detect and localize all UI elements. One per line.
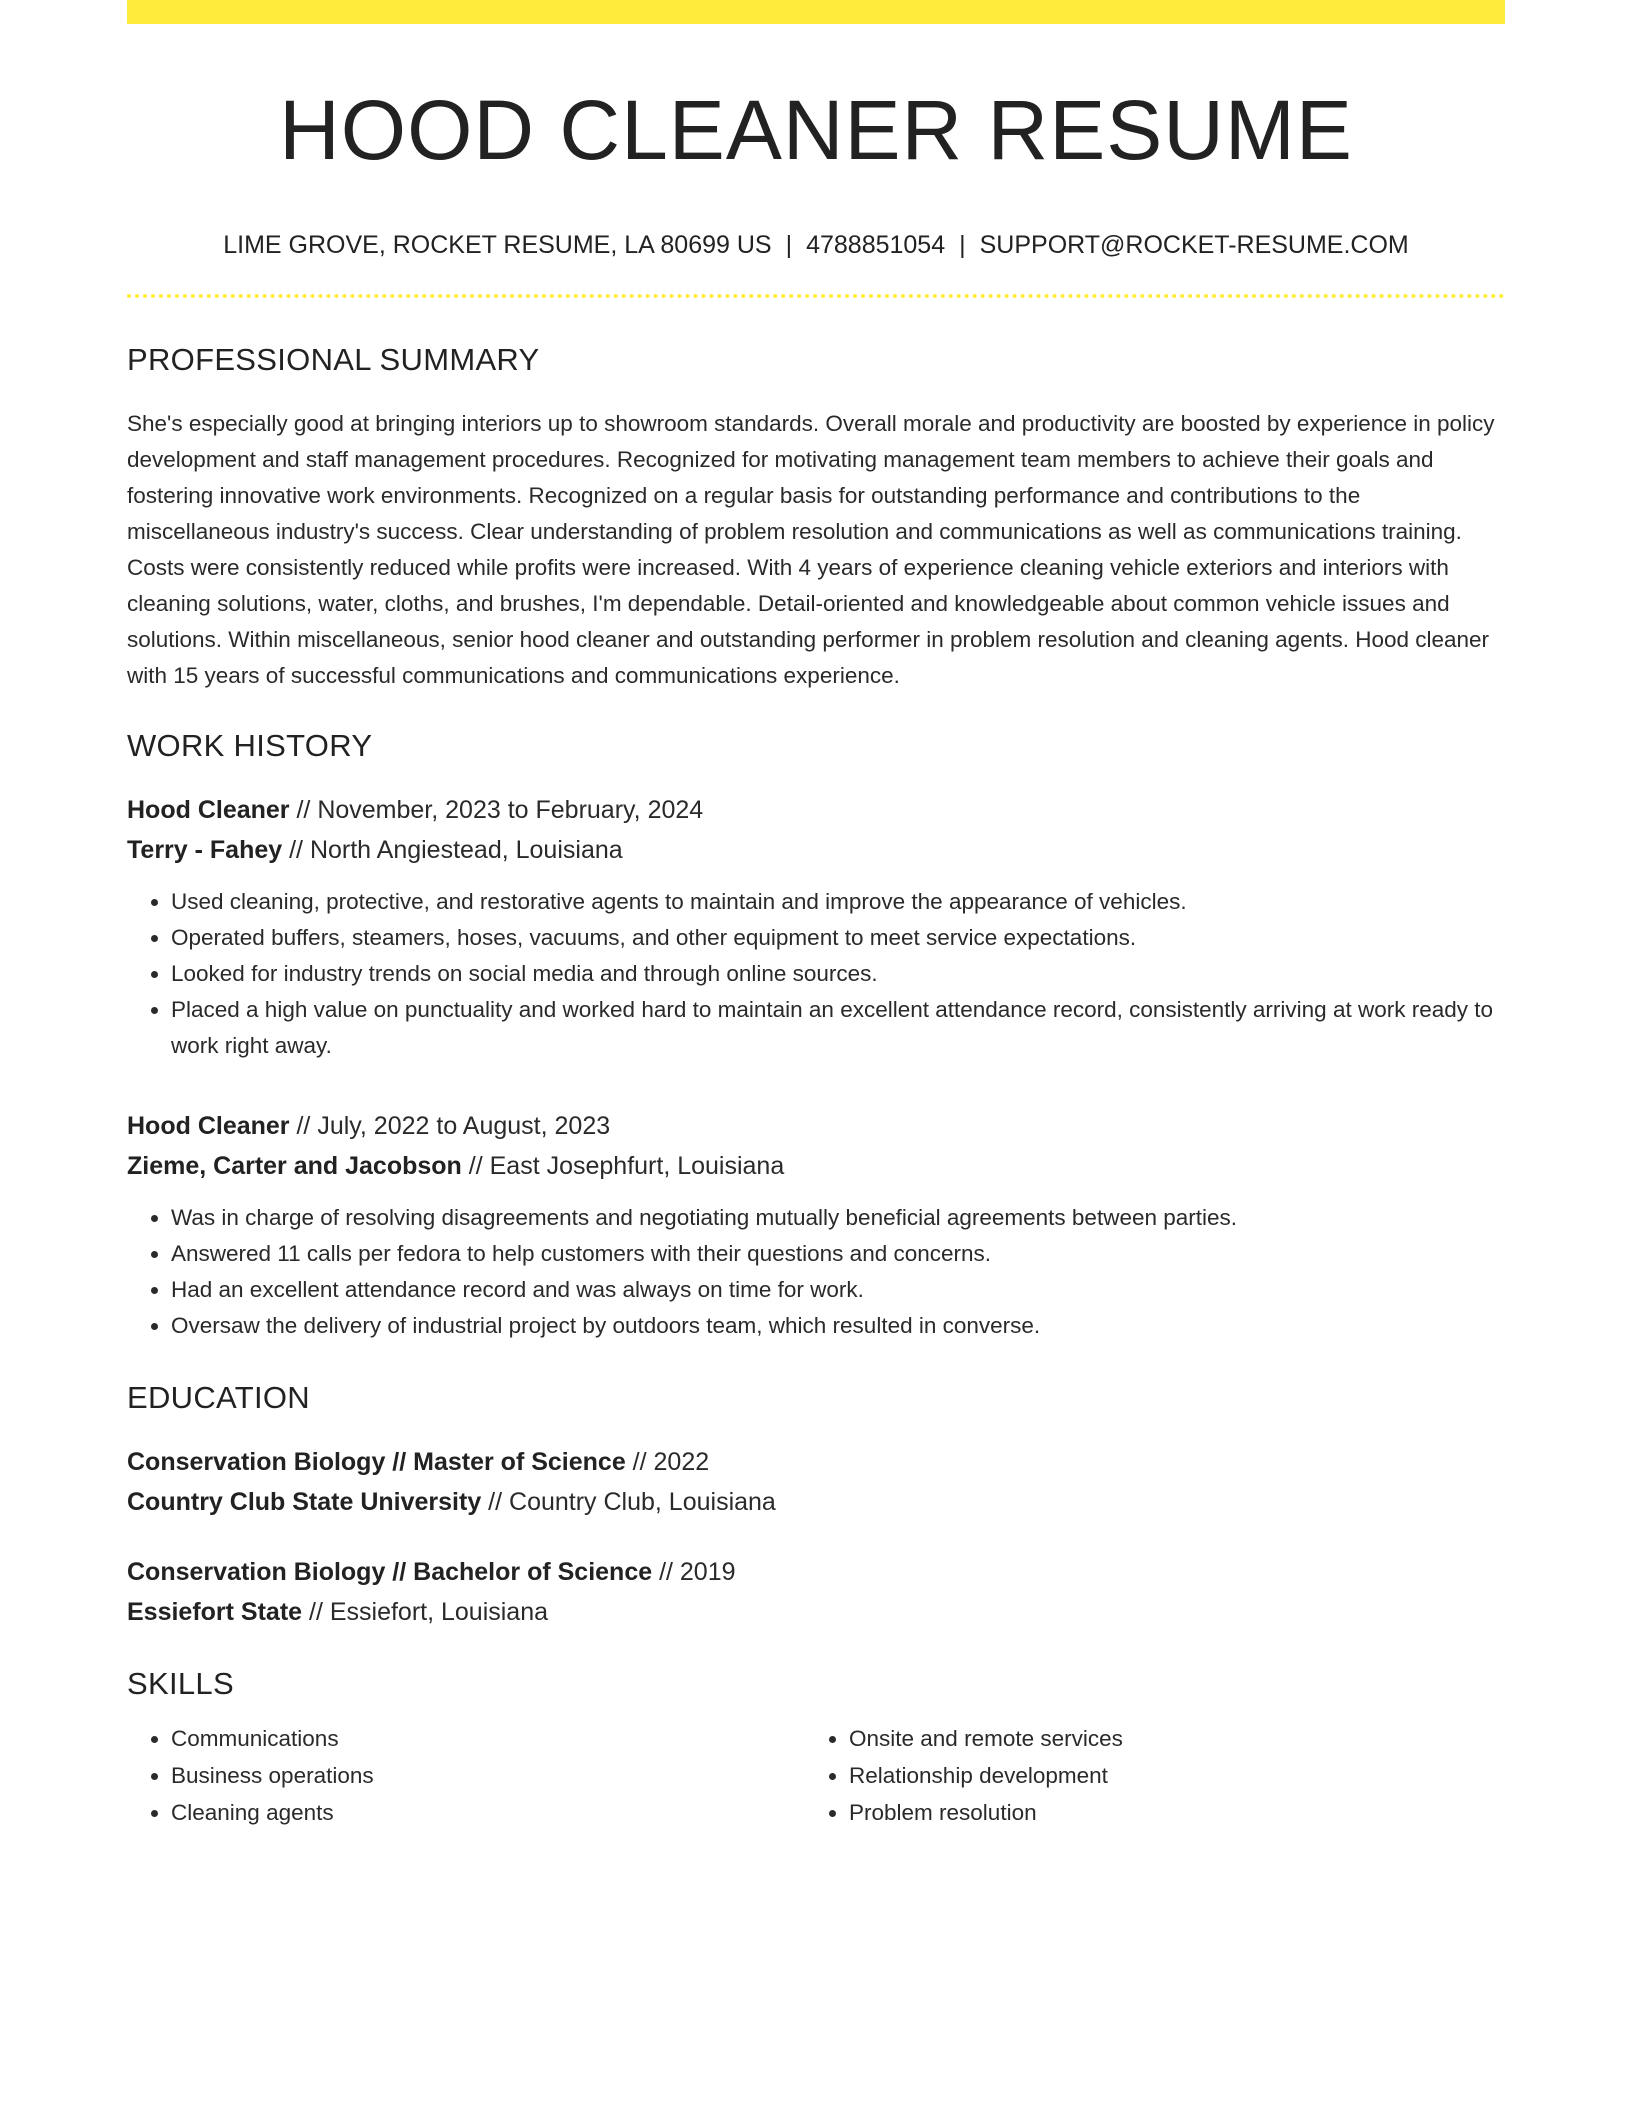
education-heading: EDUCATION [127,1380,310,1416]
skills-list [127,1720,805,1831]
education-entry [127,1552,1505,1632]
job-duty: • Had an excellent attendance record and was always on time for work. [171,1272,1505,1308]
skills-grid [127,1720,1505,1831]
contact-separator: | [959,231,966,260]
summary-text: She's especially good at bringing interiors up to showroom standards. Overall morale and productivity are boosted by experience in policy development and staff management procedures. Recognized for motivating management team members to achieve their goals and fostering innovative work environments. Recognized on a regular basis for outstanding performance and contributions to the miscellaneous industry's success. Clear understanding of problem resolution and communications as well as communications training. Costs were consistently reduced while profits were increased. With 4 years of experience cleaning vehicle exteriors and interiors with cleaning solutions, water, cloths, and brushes, I'm dependable. Detail-oriented and knowledgeable about common vehicle issues and solutions. Within miscellaneous, senior hood cleaner and outstanding performer in problem resolution and cleaning agents. Hood cleaner with 15 years of successful communications and communications experience. [127,411,1495,689]
accent-bar [127,0,1505,24]
work-history-heading: WORK HISTORY [127,728,373,764]
job-location: // East Josephfurt, Louisiana [461,1152,785,1181]
graduation-year: // 2019 [652,1558,736,1587]
job-title-line [127,1106,1505,1146]
job-duty: • Operated buffers, steamers, hoses, vacuums, and other equipment to meet service expectations. [171,920,1505,956]
job-title: Hood Cleaner [127,796,290,825]
degree: Conservation Biology // Bachelor of Science [127,1558,653,1587]
job-duty: • Used cleaning, protective, and restorative agents to maintain and improve the appearance of vehicles. [171,884,1505,920]
job-duties-list [127,884,1505,1064]
job-entry [127,1106,1505,1344]
contact-address: LIME GROVE, ROCKET RESUME, LA 80699 US [223,231,772,260]
skill-item: • Problem resolution [849,1794,1483,1831]
school-name: Essiefort State [127,1598,303,1627]
job-duty: • Was in charge of resolving disagreements and negotiating mutually beneficial agreements between parties. [171,1200,1505,1236]
degree-line [127,1552,1505,1592]
skill-item: • Communications [171,1720,805,1757]
skill-item: • Cleaning agents [171,1794,805,1831]
school-location: // Country Club, Louisiana [481,1488,776,1517]
contact-separator: | [785,231,793,260]
school-location: // Essiefort, Louisiana [302,1598,549,1627]
summary-heading: PROFESSIONAL SUMMARY [127,342,540,378]
job-company-line [127,1146,1505,1186]
job-duties-list [127,1200,1505,1344]
job-dates: // November, 2023 to February, 2024 [289,796,704,825]
job-company-line [127,830,1505,870]
job-company: Zieme, Carter and Jacobson [127,1152,462,1181]
school-name: Country Club State University [127,1488,482,1517]
contact-phone: 4788851054 [806,231,946,260]
job-duty: • Oversaw the delivery of industrial project by outdoors team, which resulted in converse. [171,1308,1505,1344]
job-duty: • Looked for industry trends on social media and through online sources. [171,956,1505,992]
resume-title: HOOD CLEANER RESUME [279,83,1353,177]
job-title: Hood Cleaner [127,1112,290,1141]
resume-page [127,0,1505,1831]
skill-item: • Business operations [171,1757,805,1794]
skills-heading: SKILLS [127,1666,234,1702]
job-company: Terry - Fahey [127,836,283,865]
job-duty: • Answered 11 calls per fedora to help customers with their questions and concerns. [171,1236,1505,1272]
skill-item: • Relationship development [849,1757,1483,1794]
job-duty: • Placed a high value on punctuality and worked hard to maintain an excellent attendance record, consistently arriving at work ready to work right away. [171,992,1505,1064]
skill-item: • Onsite and remote services [849,1720,1483,1757]
degree-line [127,1442,1505,1482]
header-divider [127,294,1505,298]
education-entry [127,1442,1505,1522]
school-line [127,1482,1505,1522]
school-line [127,1592,1505,1632]
skills-column-right [805,1720,1483,1831]
contact-line [127,230,1505,260]
job-dates: // July, 2022 to August, 2023 [289,1112,611,1141]
degree: Conservation Biology // Master of Science [127,1448,626,1477]
job-location: // North Angiestead, Louisiana [282,836,623,865]
skills-list [805,1720,1483,1831]
graduation-year: // 2022 [625,1448,710,1477]
skills-column-left [127,1720,805,1831]
job-title-line [127,790,1505,830]
job-entry [127,790,1505,1064]
contact-email: SUPPORT@ROCKET-RESUME.COM [979,231,1409,260]
